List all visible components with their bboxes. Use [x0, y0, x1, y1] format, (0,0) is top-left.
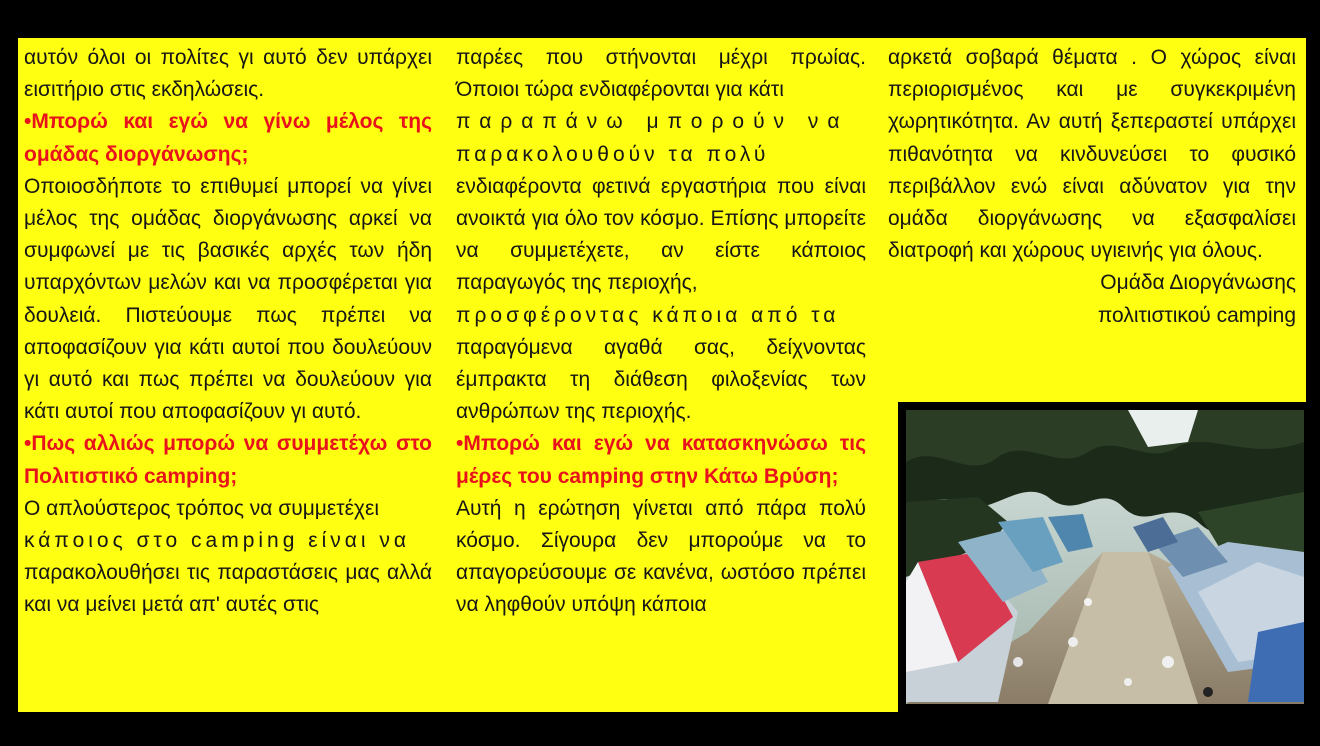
paragraph: παρακολουθούν τα πολύ [456, 142, 770, 166]
column-3 [888, 42, 1296, 332]
paragraph: παραπάνω μπορούν να [456, 110, 849, 134]
top-black-band [0, 0, 1320, 38]
question-heading: •Μπορώ και εγώ να κατασκηνώσω τις μέρες του camping στην Κάτω Βρύση; [456, 432, 866, 488]
signature-line: Ομάδα Διοργάνωσης [1100, 271, 1296, 295]
paragraph: αυτόν όλοι οι πολίτες γι αυτό δεν υπάρχει εισιτήριο στις εκδηλώσεις. [24, 46, 432, 102]
column-2 [456, 42, 866, 622]
paragraph: Αυτή η ερώτηση γίνεται από πάρα πολύ κόσμο. Σίγουρα δεν μπορούμε να το απαγορεύσουμε σε κανένα, ωστόσο πρέπει να ληφθούν υπόψη κάποια [456, 496, 866, 617]
paragraph: ενδιαφέροντα φετινά εργαστήρια που είναι ανοικτά για όλο τον κόσμο. Επίσης μπορείτε να συμμετέχετε, αν είστε κάποιος παραγωγός της περιοχής, [456, 174, 866, 295]
paragraph: Οποιοσδήποτε το επιθυμεί μπορεί να γίνει μέλος της ομάδας διοργάνωσης αρκεί να συμφωνεί με τις βασικές αρχές των ήδη υπαρχόντων μελών και να προσφέρεται για δουλειά. Πιστεύουμε πως πρέπει να αποφασίζουν για κάτι αυτοί που δουλεύουν γι αυτό και πως πρέπει να δουλεύουν για κάτι αυτοί που αποφασίζουν γι αυτό. [24, 174, 432, 424]
left-black-band [0, 38, 18, 712]
question-heading: •Μπορώ και εγώ να γίνω μέλος της ομάδας διοργάνωσης; [24, 110, 432, 166]
paragraph: Ο απλούστερος τρόπος να συμμετέχει [24, 496, 379, 520]
paragraph: παρακολουθήσει τις παραστάσεις μας αλλά και να μείνει μετά απ' αυτές στις [24, 561, 432, 617]
question-heading: •Πως αλλιώς μπορώ να συμμετέχω στο Πολιτιστικό camping; [24, 432, 432, 488]
camping-photo-image [898, 402, 1306, 712]
paragraph: κάποιος στο camping είναι να [24, 529, 411, 553]
newspaper-page [18, 38, 1306, 712]
right-black-band [1306, 38, 1320, 712]
camping-photo [898, 402, 1306, 712]
paragraph: παραγόμενα αγαθά σας, δείχνοντας έμπρακτα τη διάθεση φιλοξενίας των ανθρώπων της περιοχής. [456, 335, 866, 424]
paragraph: παρέες που στήνονται μέχρι πρωίας. Όποιοι τώρα ενδιαφέρονται για κάτι [456, 46, 866, 102]
paragraph: αρκετά σοβαρά θέματα . Ο χώρος είναι περιορισμένος και με συγκεκριμένη χωρητικότητα. Αν αυτή ξεπεραστεί υπάρχει πιθανότητα να κινδυνεύσει το φυσικό περιβάλλον ενώ είναι αδύνατον για την ομάδα διοργάνωσης να εξασφαλίσει διατροφή και χώρους υγιεινής για όλους. [888, 46, 1296, 263]
column-1 [24, 42, 432, 622]
bottom-black-band [0, 712, 1320, 746]
signature-line: πολιτιστικού camping [1097, 303, 1296, 327]
paragraph: προσφέροντας κάποια από τα [456, 303, 840, 327]
